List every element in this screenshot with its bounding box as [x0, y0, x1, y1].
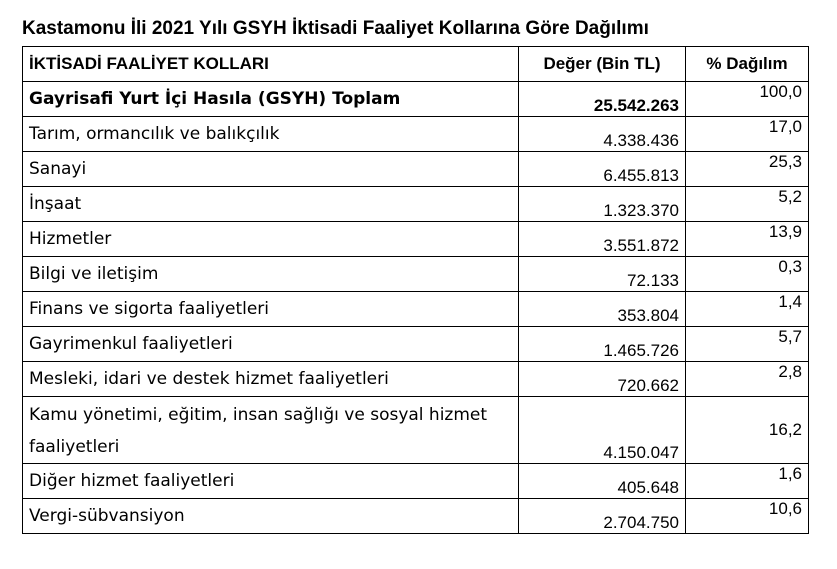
header-value: Değer (Bin TL) — [519, 47, 686, 82]
header-activity: İKTİSADİ FAALİYET KOLLARI — [23, 47, 519, 82]
row-percent: 5,2 — [686, 187, 809, 222]
row-percent: 0,3 — [686, 257, 809, 292]
row-value: 2.704.750 — [519, 499, 686, 534]
row-value: 720.662 — [519, 362, 686, 397]
table-row — [23, 397, 809, 464]
row-percent: 1,6 — [686, 464, 809, 499]
row-value: 1.323.370 — [519, 187, 686, 222]
row-percent: 100,0 — [686, 82, 809, 117]
row-activity: Mesleki, idari ve destek hizmet faaliyetleri — [23, 362, 519, 397]
gsyh-table — [22, 46, 809, 534]
row-value: 25.542.263 — [519, 82, 686, 117]
row-percent: 10,6 — [686, 499, 809, 534]
row-activity: Gayrimenkul faaliyetleri — [23, 327, 519, 362]
row-percent: 5,7 — [686, 327, 809, 362]
table-row — [23, 117, 809, 152]
row-activity: Diğer hizmet faaliyetleri — [23, 464, 519, 499]
table-row — [23, 292, 809, 327]
row-activity: İnşaat — [23, 187, 519, 222]
table-row — [23, 327, 809, 362]
row-value: 72.133 — [519, 257, 686, 292]
row-activity: Finans ve sigorta faaliyetleri — [23, 292, 519, 327]
row-value: 405.648 — [519, 464, 686, 499]
row-activity: Hizmetler — [23, 222, 519, 257]
row-activity: Gayrisafi Yurt İçi Hasıla (GSYH) Toplam — [23, 82, 519, 117]
row-value: 1.465.726 — [519, 327, 686, 362]
table-row — [23, 222, 809, 257]
row-percent: 13,9 — [686, 222, 809, 257]
row-activity: Vergi-sübvansiyon — [23, 499, 519, 534]
header-row — [23, 47, 809, 82]
row-value: 4.150.047 — [519, 397, 686, 464]
header-percent: % Dağılım — [686, 47, 809, 82]
row-activity: Tarım, ormancılık ve balıkçılık — [23, 117, 519, 152]
table-title: Kastamonu İli 2021 Yılı GSYH İktisadi Faaliyet Kollarına Göre Dağılımı — [22, 18, 649, 39]
table-row — [23, 82, 809, 117]
row-value: 353.804 — [519, 292, 686, 327]
row-activity: Bilgi ve iletişim — [23, 257, 519, 292]
table-row — [23, 464, 809, 499]
table-row — [23, 499, 809, 534]
row-percent: 25,3 — [686, 152, 809, 187]
row-value: 4.338.436 — [519, 117, 686, 152]
row-percent: 16,2 — [686, 397, 809, 464]
row-activity: Sanayi — [23, 152, 519, 187]
row-percent: 2,8 — [686, 362, 809, 397]
row-value: 6.455.813 — [519, 152, 686, 187]
table-row — [23, 257, 809, 292]
row-percent: 17,0 — [686, 117, 809, 152]
table-row — [23, 187, 809, 222]
row-activity: Kamu yönetimi, eğitim, insan sağlığı ve sosyal hizmet faaliyetleri — [23, 397, 519, 464]
row-value: 3.551.872 — [519, 222, 686, 257]
table-row — [23, 152, 809, 187]
table-row — [23, 362, 809, 397]
row-percent: 1,4 — [686, 292, 809, 327]
